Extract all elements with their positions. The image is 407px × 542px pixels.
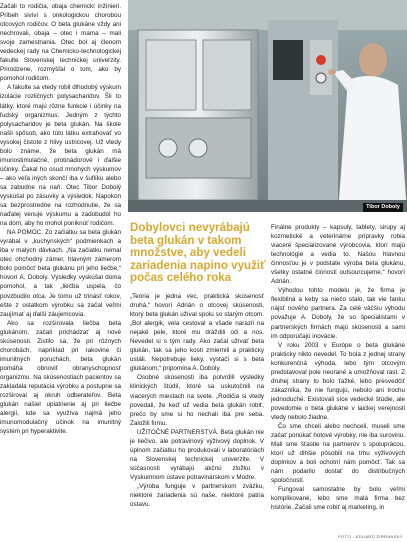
paragraph: Finálne produkty – kapsuly, tablety, sirupy aj kozmetické a veterinárne prípravky robia viaceré špecializované výrobcovia, ktorí majú technológie a vedia to. Našou hlavnou činnosťou je v podstate výroba beta glukánu, všetky ostatné činnosti outsourcujeme,“ hovorí Adrián. <box>271 224 405 286</box>
middle-column <box>130 292 264 509</box>
paragraph: Výhodou tohto modelu je, že firma je flexibilná a keby sa niečo stalo, tak vie fanku nájsť nového partnera. Za celé väčšiu výhodu považuje A. Doboly, že so špecialistami v partnerských firmách majú skúsenosti a sami im odporúčajú inovácie. <box>271 287 405 340</box>
paragraph: UŽITOČNÉ PARTNERSTVÁ. Beta glukán nie je liečivo, ale potravinový výživový doplnok. V úplnom začiatku ho produkovali v laboratóriách na Slovenskej technickej univerzite. V súčasnosti vyrábajú akčnú zložku v Výskumnom ústave potravinárskom v Modre. <box>130 428 264 481</box>
left-column <box>0 2 121 436</box>
article-headline: Dobylovci nevyrábajú beta glukán v takom množstve, aby vedeli zariadenia napino využiť počas celého roka <box>130 221 266 285</box>
paragraph: „Výroba funguje v partnerskom zväzku, niektoré zariadenia sú naše, niektoré patria ústavu. <box>130 482 264 509</box>
paragraph: Fungoval samostatne by bolo veľmi komplikované, lebo sme malá firma bez histórie. Začali sme robiť aj marketing, in <box>271 486 405 512</box>
paragraph: „Teória je jedna vec, praktická skúsenosť druhá,“ hovorí Adrián o otcovej skúsenosti, ktorý beta glukán užíval spolu so starým otcom. „Bol alergik, vela cestoval a všade narazil na nejaké pele, ktoré mu dráždili oči a nos. Nevedel si s tým rady. Ako začal užívať beta glukán, tak sa jeho kosti zmiernili a prakticky ustáli. Nepotrebuje lieky, vystačí si s beta glukánom,“ pripomína A. Doboly. <box>130 293 264 373</box>
paragraph: NA POMOC. Zo začiatku sa beta glukán vyrábal v „kuchynských“ podmienkach a iba v malých dávkach. „Na začiatku nemal otec ohchodný zámer, hlavným zámerom bolo pomôcť beta glukánu pri jeho liečbe,“ hovorí A. Doboly. Výsledky vyskúšal doma pomohol, a tak „liečba uspela, čo povzbudilo otca. Je tomu už trinásť rokov, ešte z ostatkom výrobku sa začal veľmi zaujímať aj ďalší záujemcovia. <box>0 229 121 318</box>
paragraph: Čo sme chceli alebo nechceli, museli sme začať ponúkať hotové výrobky, nie iba surovinu. Mali sme šťastie na partnerov s spoluprácou, ktorí už dlhšie pôsobili na trhu výživových doplnkov a boli ochotní nám pomôcť. Tak sa nám podarilo dostať do distribučných spoločností. <box>271 423 405 485</box>
paragraph: A fakulte sa vtedy robil dlhodobý výskum izolácie rozličných polysacharidov. Šli to látky, ktoré majú rôzne funkcie i účinky na ľudský organizmus. Jedným z týchto polysacharidov je beta glukán. Na škole našli spôsob, ako túto látku extrahovať vo vysokej čistote z hlivy ustricovej. Už vtedy bolo známe, že beta glukán má imunostimulačné, protinádorové i ďalšie účinky. Čakal ho osud mnohých výskumov – ako veľa iných skončí iba v šuflíku alebo sa zabudne na naň. Otec Tibor Dobolý vyskúšal po zásuvky a výsledok. Napokon sa bezprostredne na rozhodnutie, že sa naďalej venuje výskumu a zadobudol ho na dom, aby ho mohol poniknúť rodičom. <box>0 84 121 228</box>
right-column <box>271 223 405 513</box>
lab-equipment-image <box>128 0 407 212</box>
paragraph: Osobné skúsenosti iba potvrdili výsledky klinických štúdií, ktoré sa uskutočnili na viacerých miestach na svete. „Rodičia si vtedy povedali, že keď už vedia beta glukán robiť, prečo by sme si ho nechali iba pre seba. Založili firmu. <box>130 374 264 427</box>
article-photo <box>128 0 407 212</box>
photo-caption: Tibor Doboly <box>363 203 403 212</box>
paragraph: Ako sa rozširovala liečba beta glukánom, začali prichádzať aj nové skúsenosti. Zistilo sa, že pri rôznych chorobách, napríklad pri rakovine či imunitných poruchách, beta glukán pomáha obnoviť obranyschopnosť organizmu. Na skúsenostiach pacientov sa zakladala reputácia výrobku a postupne sa rozširoval aj okruh odberateľov. Beta glukán našiel uplatnenie aj pri liečbe alergií, kde sa využíva najmä jeho imunomodulačný účinok na imunitný systém pri hyperaktivite. <box>0 319 121 436</box>
paragraph: Začali to rodičia, obaja chemickí inžinieri. Príbeh siviví s onkologickou chorobou otcových rodičov. O beta glukáne vždy ani nechrovali, obaja – otec i mama – mali svoje zamestnania. Otec bol aj členom vedeckej rady na Chemicko-technologickej fakulte Slovenskej technickej univerzity. Prirodzene, rozmýšľal o tom, ako by pomohol rodičom. <box>0 3 121 83</box>
photo-credit: FOTO - EDUARD ŽIRRANSKÝ <box>338 534 403 539</box>
paragraph: V roku 2003 v Európe o beta glukáne prakticky nikto nevedel. To bola z jednej strany konkurenčná výhoda, lebo tým otcovým predstavoval pole neorané a umožňoval rast. Z druhej strany to bolo ťažké, lebo presvedčiť zákazníka, že nie fungujú, nebolo ani trochu jednoduché. Existovali síce vedecké štúdie, ale povedomie o beta glukáne v laickej verejnosti vtedy nebolo žiadne. <box>271 341 405 421</box>
